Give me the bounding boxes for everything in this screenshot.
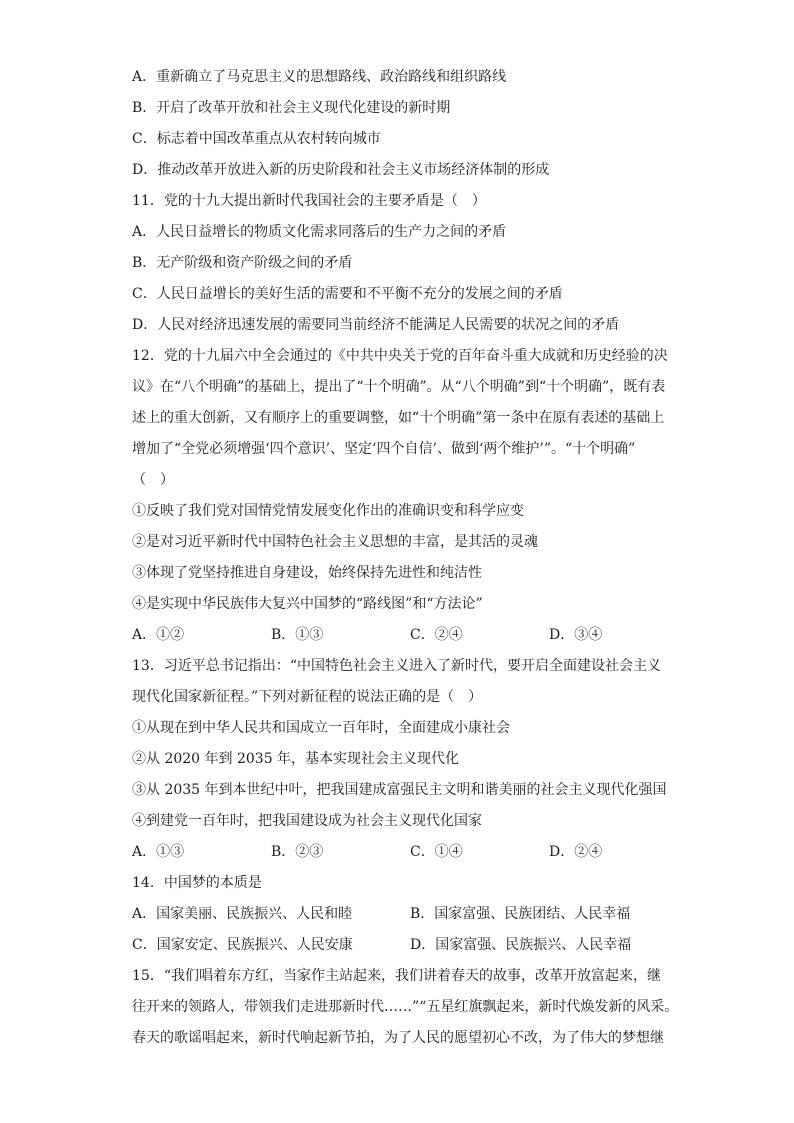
choice-row [132, 837, 714, 868]
choice-d: D．国家富强、民族振兴、人民幸福 [410, 937, 632, 953]
option-b: B．开启了改革开放和社会主义现代化建设的新时期 [132, 100, 451, 116]
question-stem-line: （ ） [132, 472, 174, 488]
question-14 [132, 868, 714, 961]
question-stem-line: 增加了“全党必须增强‘四个意识’、坚定‘四个自信’、做到‘两个维护’”。“十个明确” [132, 441, 636, 457]
choice-row [132, 620, 714, 651]
question-stem-line: 述上的重大创新，又有顺序上的重要调整，如“十个明确”第一条中在原有表述的基础上 [132, 410, 665, 426]
option-a: A．人民日益增长的物质文化需求同落后的生产力之间的矛盾 [132, 224, 507, 240]
statement-4: ④是实现中华民族伟大复兴中国梦的“路线图”和“方法论” [132, 596, 483, 612]
question-stem-line: 15．“我们唱着东方红，当家作主站起来，我们讲着春天的故事，改革开放富起来，继 [132, 968, 661, 984]
option-c: C．标志着中国改革重点从农村转向城市 [132, 131, 381, 147]
question-stem: 14．中国梦的本质是 [132, 875, 262, 891]
question-12 [132, 341, 714, 651]
choice-a: A．国家美丽、民族振兴、人民和睦 [132, 906, 353, 922]
choice-b: B．国家富强、民族团结、人民幸福 [410, 906, 631, 922]
option-b: B．无产阶级和资产阶级之间的矛盾 [132, 255, 353, 271]
option-d: D．推动改革开放进入新的历史阶段和社会主义市场经济体制的形成 [132, 162, 550, 178]
choice-d: D．②④ [549, 844, 603, 860]
choice-a: A．①② [132, 627, 185, 643]
question-11 [132, 186, 714, 341]
statement-2: ②从 2020 年到 2035 年，基本实现社会主义现代化 [132, 751, 460, 767]
choice-b: B．②③ [271, 844, 324, 860]
choice-row [132, 930, 714, 961]
statement-1: ①反映了我们党对国情党情发展变化作出的准确识变和科学应变 [132, 503, 524, 519]
statement-4: ④到建党一百年时，把我国建设成为社会主义现代化国家 [132, 813, 482, 829]
choice-c: C．②④ [410, 627, 463, 643]
choice-c: C．国家安定、民族振兴、人民安康 [132, 937, 353, 953]
option-d: D．人民对经济迅速发展的需要同当前经济不能满足人民需要的状况之间的矛盾 [132, 317, 620, 333]
choice-d: D．③④ [549, 627, 603, 643]
question-13 [132, 651, 714, 868]
statement-3: ③体现了党坚持推进自身建设，始终保持先进性和纯洁性 [132, 565, 482, 581]
question-stem: 11．党的十九大提出新时代我国社会的主要矛盾是（ ） [132, 193, 486, 209]
choice-a: A．①③ [132, 844, 185, 860]
question-stem-line: 12．党的十九届六中全会通过的《中共中央关于党的百年奋斗重大成就和历史经验的决 [132, 348, 668, 364]
statement-1: ①从现在到中华人民共和国成立一百年时，全面建成小康社会 [132, 720, 510, 736]
question-stem-line: 议》在“八个明确”的基础上，提出了“十个明确”。从“八个明确”到“十个明确”，既有表 [132, 379, 666, 395]
choice-row [132, 899, 714, 930]
question-15 [132, 961, 714, 1054]
option-c: C．人民日益增长的美好生活的需要和不平衡不充分的发展之间的矛盾 [132, 286, 563, 302]
option-a: A．重新确立了马克思主义的思想路线、政治路线和组织路线 [132, 69, 507, 85]
question-stem-line: 往开来的领路人，带领我们走进那新时代……”“五星红旗飘起来，新时代焕发新的风采。 [132, 999, 679, 1015]
question-stem-line: 现代化国家新征程。”下列对新征程的说法正确的是（ ） [132, 689, 483, 705]
choice-b: B．①③ [271, 627, 324, 643]
question-stem-line: 13．习近平总书记指出：“中国特色社会主义进入了新时代，要开启全面建设社会主义 [132, 658, 661, 674]
choice-c: C．①④ [410, 844, 463, 860]
statement-2: ②是对习近平新时代中国特色社会主义思想的丰富，是其活的灵魂 [132, 534, 538, 550]
statement-3: ③从 2035 年到本世纪中叶，把我国建成富强民主文明和谐美丽的社会主义现代化强国 [132, 782, 667, 798]
question-10-options [132, 62, 714, 186]
question-stem-line: 春天的歌谣唱起来，新时代响起新节拍，为了人民的愿望初心不改，为了伟大的梦想继 [132, 1030, 664, 1046]
